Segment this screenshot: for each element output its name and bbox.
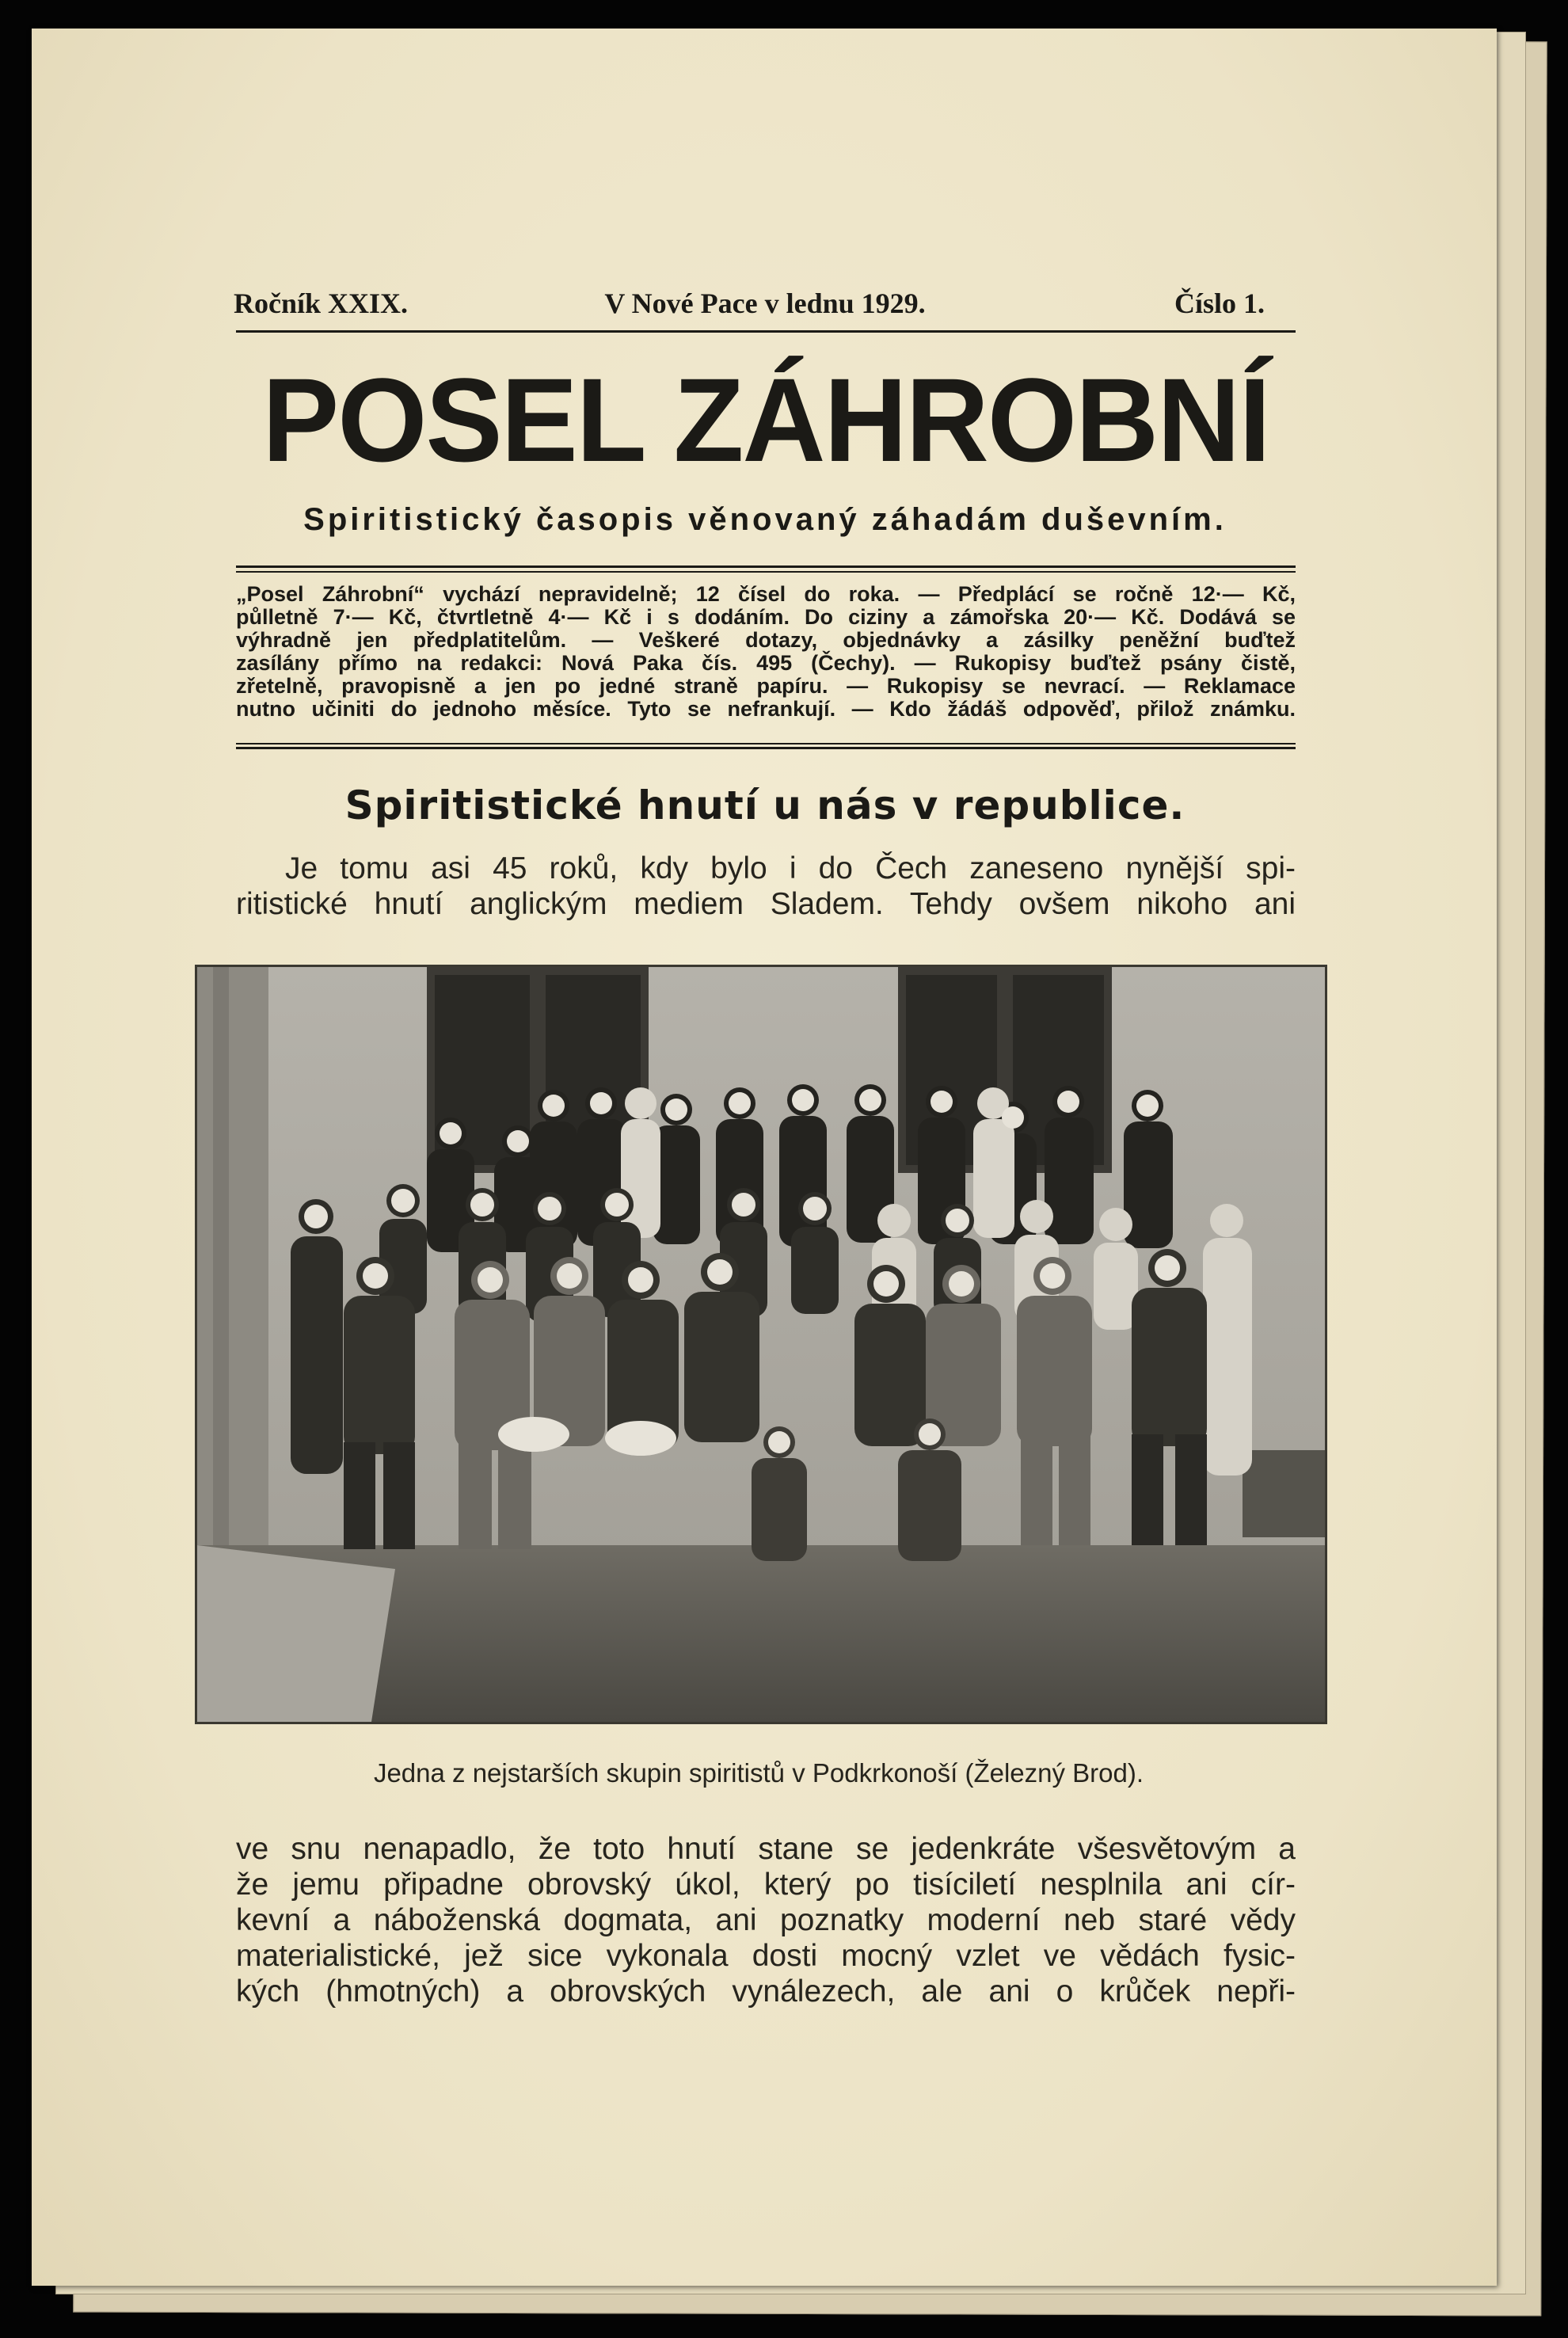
article-title: Spiritistické hnutí u nás v republice. (344, 783, 1186, 828)
article-line: kých (hmotných) a obrovských vynálezech, ale ani o krůček nepři- (236, 1974, 1296, 2009)
group-photograph (195, 965, 1327, 1724)
article-line: materialistické, jež sice vykonala dosti mocný vzlet ve vědách fysic- (236, 1939, 1296, 1973)
masthead-title: POSEL ZÁHROBNÍ (262, 353, 1269, 486)
volume-label: Ročník XXIX. (234, 287, 409, 319)
notice-line: „Posel Záhrobní“ vychází nepravidelně; 12 čísel do roka. — Předplácí se ročně 12·— Kč, (236, 582, 1296, 606)
notice-line: zřetelně, pravopisně a jen po jedné straně papíru. — Rukopisy se nevrací. — Reklamace (236, 674, 1296, 698)
notice-bottom-rule (236, 747, 1296, 749)
notice-line: půlletně 7·— Kč, čtvrtletně 4·— Kč i s dodáním. Do ciziny a zámořska 20·— Kč. Dodává se (236, 605, 1296, 629)
group-photo-illustration (197, 967, 1325, 1722)
notice-bottom-rule-thin (236, 743, 1296, 744)
subscription-notice (236, 583, 1296, 721)
article-line: Je tomu asi 45 roků, kdy bylo i do Čech zaneseno nynější spi- (285, 851, 1296, 885)
issue-number-label: Číslo 1. (1174, 287, 1265, 319)
article-line: ve snu nenapadlo, že toto hnutí stane se jedenkráte všesvětovým a (236, 1832, 1296, 1866)
magazine-cover-page (32, 29, 1497, 2286)
article-intro (236, 851, 1296, 922)
article-line: že jemu připadne obrovský úkol, který po tisíciletí nesplnila ani cír- (236, 1868, 1296, 1902)
notice-top-rule-thin (236, 571, 1296, 573)
masthead-subtitle: Spiritistický časopis věnovaný záhadám duševním. (303, 502, 1227, 537)
notice-line: výhradně jen předplatitelům. — Veškeré dotazy, objednávky a zásilky peněžní buďtež (236, 628, 1296, 652)
article-line: kevní a náboženská dogmata, ani poznatky moderní neb staré vědy (236, 1903, 1296, 1937)
notice-line: zasílány přímo na redakci: Nová Paka čís. 495 (Čechy). — Rukopisy buďtež psány čistě, (236, 651, 1296, 675)
notice-top-rule (236, 565, 1296, 568)
place-date-label: V Nové Pace v lednu 1929. (604, 287, 926, 319)
article-continuation (236, 1831, 1296, 2009)
notice-line: nutno učiniti do jednoho měsíce. Tyto se nefrankují. — Kdo žádáš odpověď, přilož známku. (236, 697, 1296, 721)
header-rule (236, 330, 1296, 333)
photo-caption: Jedna z nejstarších skupin spiritistů v Podkrkonoší (Železný Brod). (373, 1758, 1144, 1788)
article-line: ritistické hnutí anglickým mediem Sladem. Tehdy ovšem nikoho ani (236, 887, 1296, 921)
